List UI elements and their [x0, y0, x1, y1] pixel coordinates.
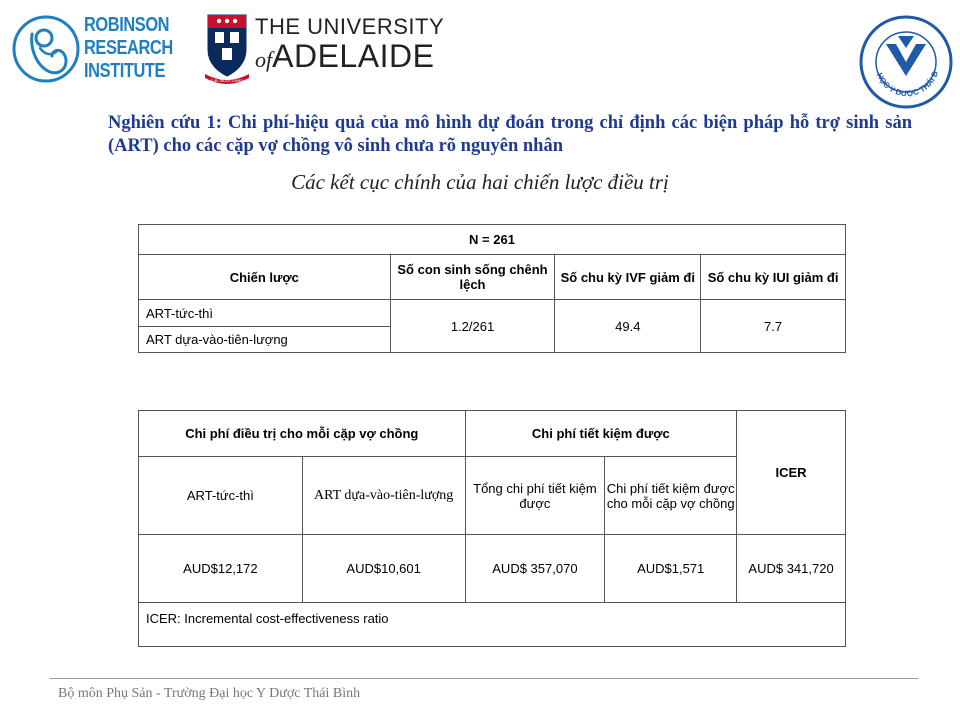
ivf-cycles-reduced-value: 49.4	[555, 300, 701, 353]
live-births-diff-value: 1.2/261	[390, 300, 555, 353]
outcomes-table	[138, 224, 846, 353]
icer-footnote: ICER: Incremental cost-effectiveness ratio	[139, 603, 846, 647]
robinson-line-1: ROBINSON	[84, 14, 170, 36]
robinson-line-2: RESEARCH	[84, 37, 173, 59]
cost-table	[138, 410, 846, 647]
robinson-line-3: INSTITUTE	[84, 60, 166, 82]
robinson-logo	[10, 8, 173, 90]
strategy-prognosis-based-art: ART dựa-vào-tiên-lượng	[139, 327, 391, 353]
university-crest-icon	[205, 12, 249, 84]
adelaide-of: of	[255, 47, 273, 72]
header-cost-savings: Chi phí tiết kiệm được	[465, 411, 737, 457]
header-live-births-diff: Số con sinh sống chênh lệch	[390, 255, 555, 300]
cost-immediate-art: AUD$12,172	[139, 535, 303, 603]
tbmu-ring-text: HỌC Y DƯỢC THÁI B	[874, 69, 940, 99]
subheader-prognosis-based-art: ART dựa-vào-tiên-lượng	[302, 457, 465, 535]
study-title: Nghiên cứu 1: Chi phí-hiệu quả của mô hình dự đoán trong chỉ định các biện pháp hỗ trợ sinh sản (ART) cho các cặp vợ chồng vô sinh chưa rõ nguyên nhân	[108, 113, 912, 156]
footer-department: Bộ môn Phụ Sản - Trường Đại học Y Dược Thái Bình	[58, 686, 361, 701]
header-icer: ICER	[737, 411, 846, 535]
strategy-immediate-art: ART-tức-thì	[139, 300, 391, 327]
fetus-circle-icon	[10, 8, 82, 90]
tbmu-circle-logo-icon	[858, 14, 954, 110]
adelaide-logo	[205, 12, 445, 92]
total-savings-value: AUD$ 357,070	[465, 535, 605, 603]
sample-size-header: N = 261	[139, 225, 846, 255]
icer-value: AUD$ 341,720	[737, 535, 846, 603]
savings-per-couple-value: AUD$1,571	[605, 535, 737, 603]
cost-prognosis-based-art: AUD$10,601	[302, 535, 465, 603]
adelaide-line-1: THE UNIVERSITY	[255, 14, 445, 39]
header-ivf-cycles-reduced: Số chu kỳ IVF giảm đi	[555, 255, 701, 300]
header-iui-cycles-reduced: Số chu kỳ IUI giảm đi	[701, 255, 846, 300]
subheader-total-savings: Tổng chi phí tiết kiệm được	[465, 457, 605, 535]
adelaide-line-2	[255, 38, 434, 75]
adelaide-name: ADELAIDE	[272, 38, 435, 74]
header-strategy: Chiến lược	[139, 255, 391, 300]
crest-motto: SUB CRUCE LUMEN	[210, 79, 244, 83]
header-cost-per-couple: Chi phí điều trị cho mỗi cặp vợ chồng	[139, 411, 466, 457]
subheader-savings-per-couple: Chi phí tiết kiệm được cho mỗi cặp vợ chồng	[605, 457, 737, 535]
iui-cycles-reduced-value: 7.7	[701, 300, 846, 353]
slide-subtitle: Các kết cục chính của hai chiến lược điều trị	[291, 170, 669, 194]
robinson-wordmark	[84, 14, 173, 83]
tbmu-logo	[858, 14, 954, 110]
footer-divider	[50, 678, 918, 679]
subheader-immediate-art: ART-tức-thì	[139, 457, 303, 535]
